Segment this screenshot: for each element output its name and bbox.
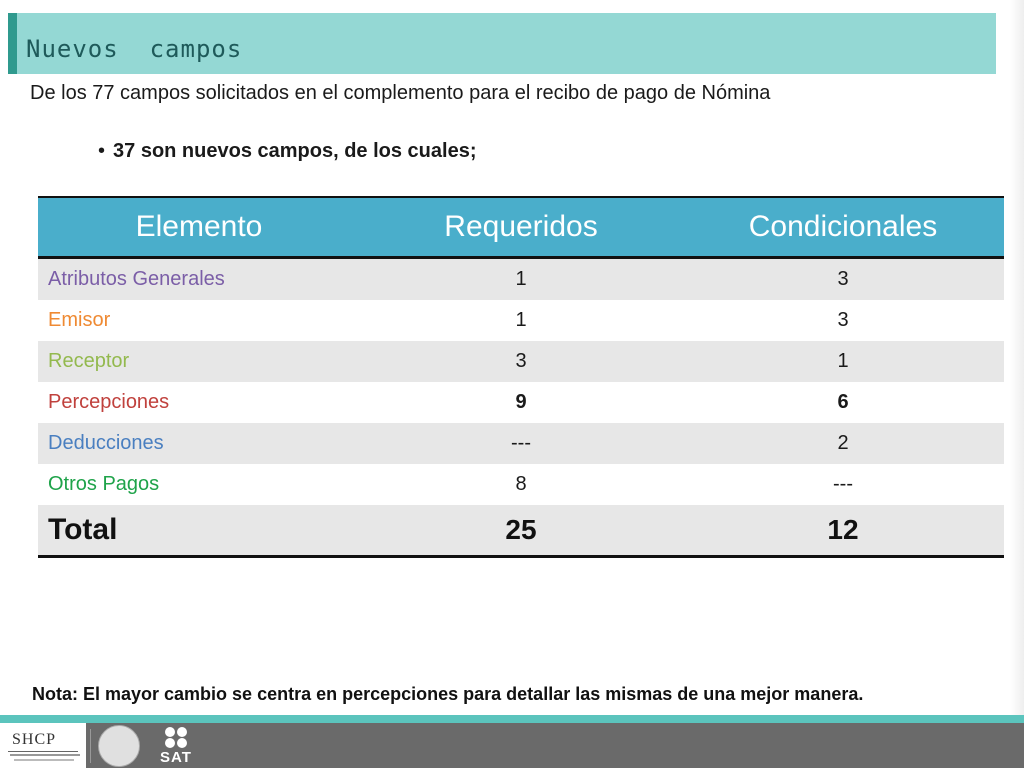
shcp-logo-rule <box>8 751 78 752</box>
intro-text: De los 77 campos solicitados en el complemento para el recibo de pago de Nómina <box>30 82 771 104</box>
row-label: Percepciones <box>48 391 170 413</box>
bullet-dot-icon: • <box>98 140 106 162</box>
total-label: Total <box>48 513 118 546</box>
slide-edge-shadow <box>1010 0 1024 715</box>
sat-logo <box>154 727 198 767</box>
row-condicionales: 2 <box>837 432 849 454</box>
bullet-item <box>98 140 476 163</box>
shcp-logo-subline <box>14 759 74 761</box>
table-row <box>38 423 1004 464</box>
row-label: Receptor <box>48 350 130 372</box>
row-condicionales: 3 <box>837 268 849 290</box>
sat-dot-icon <box>165 727 175 737</box>
table-total-row <box>38 505 1004 558</box>
title-bar <box>8 13 996 74</box>
row-label: Atributos Generales <box>48 268 225 290</box>
sat-dot-icon <box>177 727 187 737</box>
row-requeridos: 9 <box>515 391 527 413</box>
shcp-logo <box>0 723 86 768</box>
sat-dot-icon <box>165 738 175 748</box>
row-requeridos: 8 <box>515 473 527 495</box>
slide-title: Nuevos campos <box>26 35 243 63</box>
total-condicionales: 12 <box>827 514 859 545</box>
table-row <box>38 341 1004 382</box>
header-condicionales: Condicionales <box>748 210 938 243</box>
row-condicionales: 3 <box>837 309 849 331</box>
bullet-text: 37 son nuevos campos, de los cuales; <box>113 140 477 162</box>
shcp-logo-subline <box>10 754 80 756</box>
table-row <box>38 464 1004 505</box>
row-requeridos: 1 <box>515 268 527 290</box>
title-accent <box>8 13 17 74</box>
row-condicionales: 6 <box>837 391 849 413</box>
table-row <box>38 259 1004 300</box>
row-label: Otros Pagos <box>48 473 160 495</box>
footer-bar <box>0 723 1024 768</box>
row-label: Emisor <box>48 309 111 331</box>
row-requeridos: 1 <box>515 309 527 331</box>
fields-table <box>38 196 1004 558</box>
row-requeridos: --- <box>511 432 531 454</box>
table-row <box>38 300 1004 341</box>
table-row <box>38 382 1004 423</box>
footer-divider <box>90 729 91 763</box>
table-header-row <box>38 198 1004 259</box>
row-label: Deducciones <box>48 432 164 454</box>
sat-dot-icon <box>177 738 187 748</box>
total-requeridos: 25 <box>505 514 537 545</box>
shcp-logo-text: SHCP <box>12 731 57 748</box>
row-condicionales: --- <box>833 473 853 495</box>
footnote: Nota: El mayor cambio se centra en percepciones para detallar las mismas de una mejor manera. <box>32 684 864 704</box>
sat-logo-text: SAT <box>160 749 192 766</box>
national-seal-icon <box>98 725 140 767</box>
row-requeridos: 3 <box>515 350 527 372</box>
footer-stripe <box>0 715 1024 723</box>
header-requeridos: Requeridos <box>444 210 598 243</box>
header-elemento: Elemento <box>135 210 263 243</box>
row-condicionales: 1 <box>837 350 849 372</box>
